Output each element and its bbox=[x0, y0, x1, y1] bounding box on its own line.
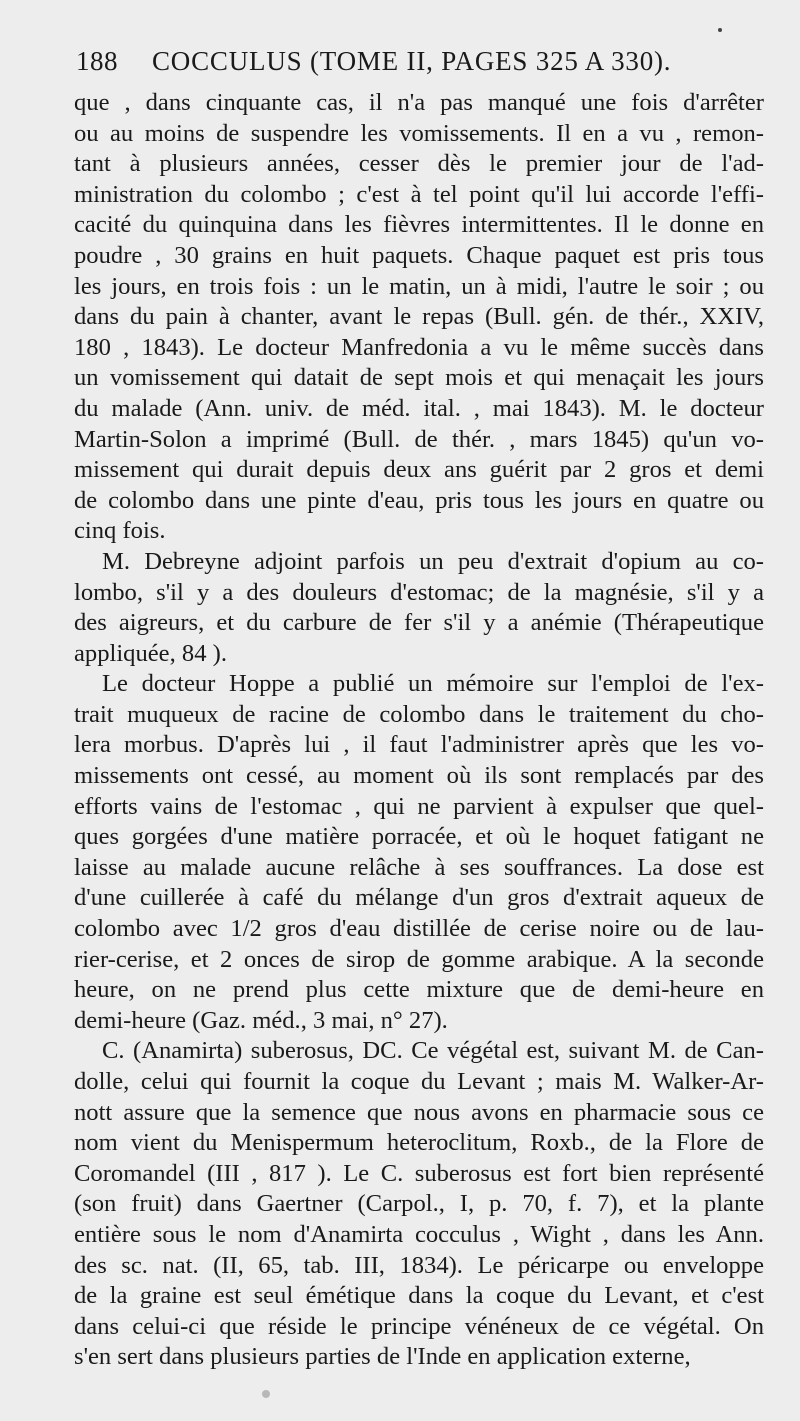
text-line: des sc. nat. (II, 65, tab. III, 1834). Le péricarpe ou enveloppe bbox=[74, 1251, 764, 1279]
text-line: ques gorgées d'une matière porracée, et où le hoquet fatigant ne bbox=[74, 823, 764, 851]
text-line: trait muqueux de racine de colombo dans le traitement du cho- bbox=[74, 700, 764, 728]
text-line: entière sous le nom d'Anamirta cocculus , Wight , dans les Ann. bbox=[74, 1220, 764, 1248]
text-line: des aigreurs, et du carbure de fer s'il y a anémie (Thérapeutique bbox=[74, 609, 764, 637]
text-line: cinq fois. bbox=[74, 517, 166, 545]
text-line: cacité du quinquina dans les fièvres intermittentes. Il le donne en bbox=[74, 211, 764, 239]
ink-speck bbox=[718, 28, 722, 32]
text-line: les jours, en trois fois : un le matin, un à midi, l'autre le soir ; ou bbox=[74, 272, 764, 300]
text-line: lombo, s'il y a des douleurs d'estomac; de la magnésie, s'il y a bbox=[74, 578, 764, 606]
text-line: efforts vains de l'estomac , qui ne parvient à expulser que quel- bbox=[74, 792, 764, 820]
text-line: poudre , 30 grains en huit paquets. Chaque paquet est pris tous bbox=[74, 241, 764, 269]
text-line: lera morbus. D'après lui , il faut l'administrer après que les vo- bbox=[74, 731, 764, 759]
text-line: missements ont cessé, au moment où ils sont remplacés par des bbox=[74, 762, 764, 790]
text-line: ou au moins de suspendre les vomissements. Il en a vu , remon- bbox=[74, 119, 764, 147]
text-line: 180 , 1843). Le docteur Manfredonia a vu le même succès dans bbox=[74, 333, 764, 361]
text-line: dans du pain à chanter, avant le repas (Bull. gén. de thér., XXIV, bbox=[74, 303, 764, 331]
text-line: C. (Anamirta) suberosus, DC. Ce végétal est, suivant M. de Can- bbox=[102, 1037, 764, 1065]
text-line: nom vient du Menispermum heteroclitum, Roxb., de la Flore de bbox=[74, 1129, 764, 1157]
text-line: (son fruit) dans Gaertner (Carpol., I, p. 70, f. 7), et la plante bbox=[74, 1190, 764, 1218]
text-line: M. Debreyne adjoint parfois un peu d'extrait d'opium au co- bbox=[102, 547, 764, 575]
page-number: 188 bbox=[76, 46, 118, 76]
text-line: heure, on ne prend plus cette mixture que de demi-heure en bbox=[74, 976, 764, 1004]
text-line: dans celui-ci que réside le principe vénéneux de ce végétal. On bbox=[74, 1312, 764, 1340]
text-line: dolle, celui qui fournit la coque du Levant ; mais M. Walker-Ar- bbox=[74, 1068, 764, 1095]
text-line: s'en sert dans plusieurs parties de l'Inde en application externe, bbox=[74, 1343, 691, 1371]
running-title: COCCULUS (TOME II, PAGES 325 A 330). bbox=[152, 46, 672, 76]
text-line: un vomissement qui datait de sept mois et qui menaçait les jours bbox=[74, 364, 764, 392]
text-line: missement qui durait depuis deux ans guérit par 2 gros et demi bbox=[74, 456, 764, 484]
text-line: Martin-Solon a imprimé (Bull. de thér. , mars 1845) qu'un vo- bbox=[74, 425, 764, 453]
page-header bbox=[76, 46, 766, 86]
text-line: tant à plusieurs années, cesser dès le premier jour de l'ad- bbox=[74, 150, 764, 178]
text-line: demi-heure (Gaz. méd., 3 mai, n° 27). bbox=[74, 1006, 448, 1034]
text-line: appliquée, 84 ). bbox=[74, 639, 227, 667]
text-line: nott assure que la semence que nous avons en pharmacie sous ce bbox=[74, 1098, 764, 1126]
text-line: laisse au malade aucune relâche à ses souffrances. La dose est bbox=[74, 853, 764, 881]
text-line: colombo avec 1/2 gros d'eau distillée de cerise noire ou de lau- bbox=[74, 915, 764, 943]
text-line: rier-cerise, et 2 onces de sirop de gomme arabique. A la seconde bbox=[74, 945, 764, 973]
text-line: de la graine est seul émétique dans la coque du Levant, et c'est bbox=[74, 1282, 764, 1310]
text-line: Coromandel (III , 817 ). Le C. suberosus est fort bien représenté bbox=[74, 1159, 764, 1187]
text-line: d'une cuillerée à café du mélange d'un gros d'extrait aqueux de bbox=[74, 884, 764, 912]
text-line: que , dans cinquante cas, il n'a pas manqué une fois d'arrêter bbox=[74, 89, 764, 116]
text-line: Le docteur Hoppe a publié un mémoire sur l'emploi de l'ex- bbox=[102, 670, 764, 698]
text-line: du malade (Ann. univ. de méd. ital. , mai 1843). M. le docteur bbox=[74, 394, 764, 422]
text-line: de colombo dans une pinte d'eau, pris tous les jours en quatre ou bbox=[74, 486, 764, 514]
text-line: ministration du colombo ; c'est à tel point qu'il lui accorde l'effi- bbox=[74, 180, 764, 208]
body-text bbox=[74, 88, 764, 1373]
ink-smudge bbox=[262, 1390, 270, 1398]
